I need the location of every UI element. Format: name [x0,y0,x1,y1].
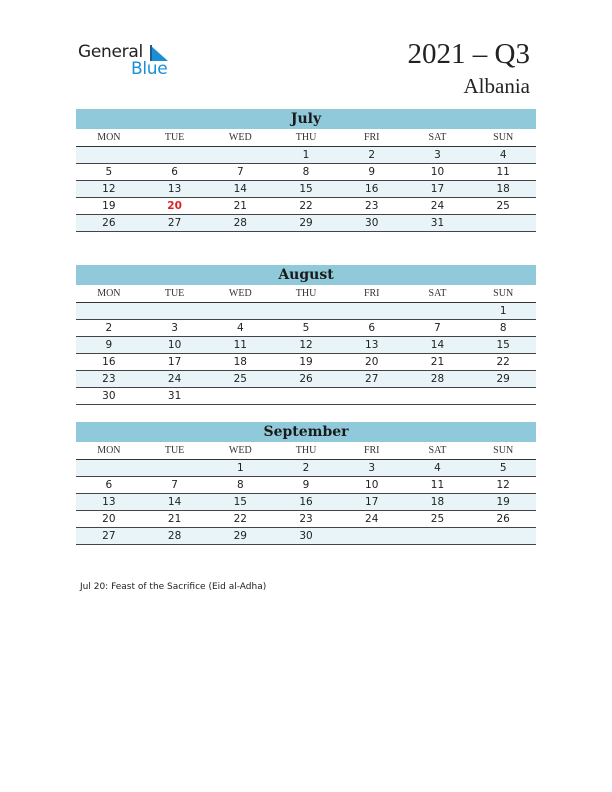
day-cell: 30 [102,390,116,402]
day-cell [405,388,471,404]
country-name: Albania [463,74,530,98]
day-cell [207,147,273,163]
page-title: 2021 – Q3 [407,38,530,70]
day-cell: 25 [496,200,510,212]
day-cell [142,303,208,319]
week-row [76,303,536,320]
day-cell: 27 [167,217,182,229]
day-cell: 2 [105,322,113,334]
day-cell: 9 [302,479,310,491]
week-row [76,181,536,198]
weekday-label: SAT [428,288,447,299]
day-cell: 25 [233,373,247,385]
day-cell: 17 [167,356,182,368]
day-cell: 18 [233,356,247,368]
day-cell: 20 [365,356,379,368]
day-cell: 26 [496,513,510,525]
day-cell: 21 [430,356,445,368]
day-cell: 24 [430,200,445,212]
weekday-label: FRI [363,445,380,456]
weekday-label: MON [97,132,121,143]
weekday-label: SUN [493,288,514,299]
day-cell [470,215,536,231]
day-cell: 10 [167,339,182,351]
day-cell: 26 [102,217,116,229]
day-cell [207,303,273,319]
day-cell: 2 [368,149,376,161]
week-row [76,147,536,164]
day-cell: 15 [496,339,510,351]
day-cell [273,388,339,404]
week-row [76,477,536,494]
day-cell [76,460,142,476]
month-august [76,265,536,405]
day-cell [405,303,471,319]
day-cell: 6 [368,322,376,334]
day-cell: 23 [299,513,313,525]
day-cell: 2 [302,462,310,474]
weekday-label: TUE [164,132,185,143]
weekday-label: FRI [363,288,380,299]
day-cell [142,460,208,476]
day-cell: 26 [299,373,313,385]
generalblue-logo [78,42,178,82]
weekday-label: THU [295,445,317,456]
week-row [76,215,536,232]
weekday-label: WED [228,288,252,299]
weekday-label: SAT [428,132,447,143]
day-cell: 9 [105,339,113,351]
weekday-header-row [76,285,536,303]
month-header: August [76,265,536,285]
day-cell [339,528,405,544]
day-cell: 29 [233,530,247,542]
day-cell: 17 [365,496,379,508]
weekday-label: TUE [164,445,185,456]
day-cell: 28 [167,530,182,542]
day-cell: 3 [171,322,178,334]
day-cell: 18 [496,183,510,195]
month-july [76,109,536,232]
day-cell [470,528,536,544]
day-cell: 6 [171,166,178,178]
day-cell: 11 [233,339,247,351]
day-cell: 19 [102,200,116,212]
day-cell: 7 [236,166,244,178]
day-cell: 19 [299,356,313,368]
day-cell: 17 [430,183,445,195]
day-cell [76,303,142,319]
weekday-label: TUE [164,288,185,299]
day-cell: 27 [102,530,116,542]
week-row [76,388,536,405]
day-cell: 22 [299,200,313,212]
day-cell: 29 [496,373,510,385]
day-cell: 16 [299,496,313,508]
weekday-label: THU [295,132,317,143]
weekday-label: SUN [493,445,514,456]
day-cell: 7 [171,479,178,491]
day-cell: 28 [233,217,247,229]
weekday-label: THU [295,288,317,299]
weekday-label: WED [228,132,252,143]
day-cell [339,388,405,404]
month-header: July [76,109,536,129]
week-row [76,198,536,215]
day-cell: 1 [302,149,310,161]
day-cell: 13 [102,496,116,508]
week-row [76,528,536,545]
weekday-label: SUN [493,132,514,143]
day-cell: 3 [434,149,441,161]
day-cell: 21 [233,200,247,212]
day-cell: 11 [496,166,510,178]
day-cell: 13 [167,183,182,195]
week-row [76,164,536,181]
day-cell [273,303,339,319]
week-row [76,320,536,337]
day-cell: 21 [167,513,182,525]
day-cell: 5 [499,462,507,474]
day-cell: 12 [102,183,116,195]
day-cell: 19 [496,496,510,508]
day-cell [207,388,273,404]
day-cell: 5 [302,322,310,334]
day-cell: 14 [430,339,445,351]
day-cell: 12 [299,339,313,351]
day-cell: 20 [102,513,116,525]
day-cell: 24 [167,373,182,385]
day-cell: 23 [365,200,379,212]
day-cell: 4 [236,322,244,334]
week-row [76,354,536,371]
day-cell: 3 [368,462,376,474]
day-cell: 14 [167,496,182,508]
day-cell: 29 [299,217,313,229]
day-cell: 30 [299,530,313,542]
week-row [76,460,536,477]
day-cell [142,147,208,163]
week-row [76,371,536,388]
weekday-label: MON [97,445,121,456]
logo-blue-text: Blue [131,59,168,79]
day-cell: 1 [236,462,244,474]
day-cell: 10 [430,166,445,178]
day-cell [470,388,536,404]
weekday-label: WED [228,445,252,456]
logo-general-text: General [78,42,143,62]
day-cell: 10 [365,479,379,491]
day-cell: 31 [167,390,182,402]
day-cell: 8 [236,479,244,491]
weekday-label: MON [97,288,121,299]
day-cell: 6 [105,479,113,491]
day-cell: 27 [365,373,379,385]
month-header: September [76,422,536,442]
day-cell: 12 [496,479,510,491]
day-cell: 18 [430,496,445,508]
holiday-day-cell: 20 [167,200,182,212]
day-cell: 11 [430,479,445,491]
day-cell: 15 [299,183,313,195]
day-cell: 24 [365,513,379,525]
day-cell: 8 [302,166,310,178]
holiday-note: Jul 20: Feast of the Sacrifice (Eid al-Adha) [80,582,267,592]
day-cell: 16 [365,183,379,195]
day-cell: 14 [233,183,247,195]
day-cell: 7 [434,322,441,334]
day-cell: 23 [102,373,116,385]
day-cell: 8 [499,322,507,334]
weekday-header-row [76,129,536,147]
day-cell: 4 [499,149,507,161]
day-cell: 1 [499,305,507,317]
day-cell: 5 [105,166,113,178]
day-cell: 15 [233,496,247,508]
day-cell: 25 [430,513,445,525]
day-cell: 16 [102,356,116,368]
day-cell: 13 [365,339,379,351]
day-cell: 22 [233,513,247,525]
day-cell [76,147,142,163]
day-cell: 9 [368,166,376,178]
week-row [76,337,536,354]
week-row [76,494,536,511]
week-row [76,511,536,528]
month-september [76,422,536,545]
day-cell: 4 [434,462,441,474]
day-cell: 31 [430,217,445,229]
weekday-label: FRI [363,132,380,143]
day-cell [405,528,471,544]
weekday-header-row [76,442,536,460]
weekday-label: SAT [428,445,447,456]
day-cell: 30 [365,217,379,229]
day-cell: 22 [496,356,510,368]
day-cell: 28 [430,373,445,385]
day-cell [339,303,405,319]
